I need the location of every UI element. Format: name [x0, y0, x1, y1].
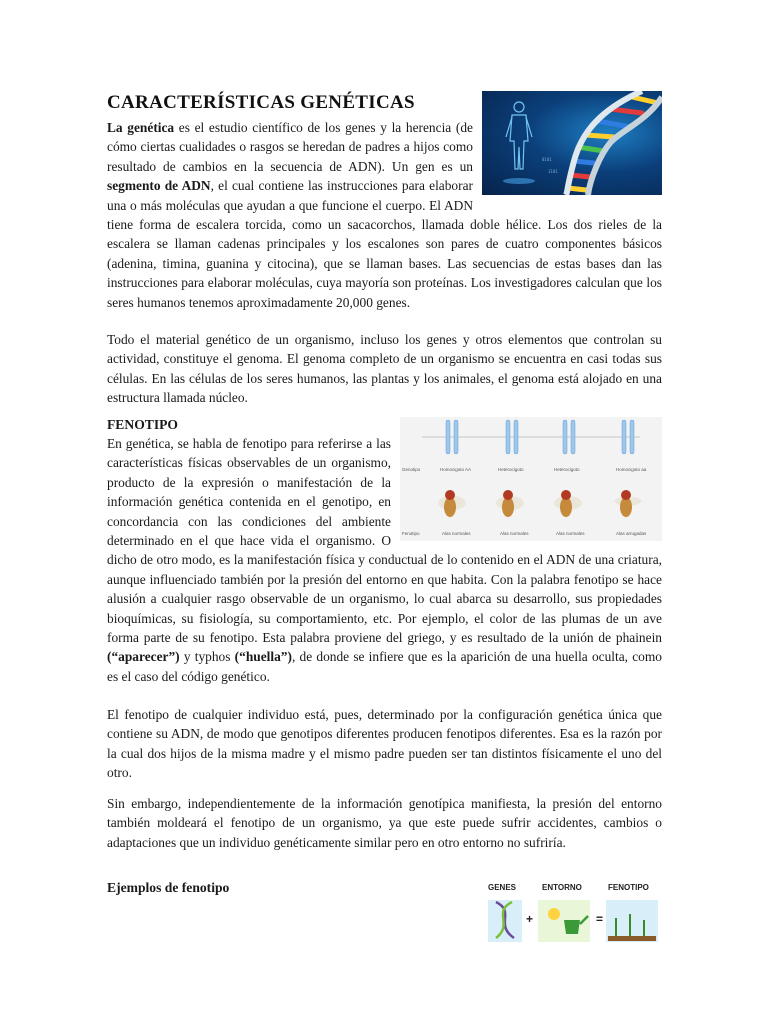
examples-heading: Ejemplos de fenotipo [107, 880, 230, 895]
fenotipo-text-1: En genética, se habla de fenotipo para referirse a las características físicas observables de un organismo, producto de la expresión o manifestación de la información genética contenida en el genotipo, en concordancia con las condiciones del ambiente determinado en el que hace vida el organismo. O dicho de otro modo, es la manifestación física y conductual de lo contenido en el ADN de una criatura, aunque influenciado también por la presión del entorno en que habita. Con la palabra fenotipo se hace alusión a cualquier rasgo observable de un organismo, lo cual abarca su desarrollo, sus propiedades bioquímicas, su fisiología, su comportamiento, etc. Por ejemplo, el color de las plumas de un ave forma parte de su fenotipo. Esta palabra proviene del griego, y es resultado de la unión de phainein [107, 436, 662, 646]
page-title: CARACTERÍSTICAS GENÉTICAS [107, 92, 415, 113]
fenotipo-type-3: Heterocigoto [554, 467, 580, 472]
fenotipo-type-1: Homocigoto AA [440, 467, 472, 472]
fenotipo-label-2: Alas normales [500, 531, 529, 536]
intro-text-1: es el estudio científico de los genes y la herencia (de cómo ciertas cualidades o rasgos se heredan de padres a hijos como resultado de cambios en la secuencia de ADN). Un gen es un [107, 120, 473, 174]
fenotipo-label-4: Alas arrugadas [616, 531, 647, 536]
figure-genes-label: GENES [488, 883, 517, 892]
fenotipo-figure-genotipo-label: Genotipo [402, 467, 421, 472]
fenotipo-paragraph-2: El fenotipo de cualquier individuo está, pues, determinado por la configuración genética única que contiene su ADN, de modo que genotipos diferentes producen fenotipos diferentes. Esa es la razón por la cual dos hijos de la misma madre y el mismo padre pueden ser tan distintos físicamente el uno del otro. [107, 707, 662, 781]
svg-text:1101: 1101 [548, 169, 558, 174]
fenotipo-text-2: y typhos [179, 649, 235, 665]
figure-fenotipo-label: FENOTIPO [608, 883, 649, 892]
fenotipo-figure-fenotipo-label: Fenotipo [402, 531, 420, 536]
genome-paragraph: Todo el material genético de un organismo, incluso los genes y otros elementos que controlan su actividad, constituye el genoma. El genoma completo de un organismo se encuentra en casi todas sus células. En las células de los seres humanos, las plantas y los animales, el genoma está alojado en una estructura llamada núcleo. [107, 332, 662, 406]
fenotipo-label-3: Alas normales [556, 531, 585, 536]
fenotipo-heading: FENOTIPO [107, 417, 178, 432]
image-float-spacer [473, 118, 662, 210]
genes-entorno-fenotipo-figure [484, 880, 662, 946]
fenotipo-paragraph-3: Sin embargo, independientemente de la información genotípica manifiesta, la presión del entorno también moldeará el fenotipo de un organismo, ya que este puede sufrir accidentes, cambios o adaptaciones que un individuo genéticamente similar pero en otro entorno no sufriría. [107, 796, 662, 850]
fenotipo-type-2: Heterocigoto [498, 467, 524, 472]
fenotipo-label-1: Alas normales [442, 531, 471, 536]
figure-float-spacer [391, 434, 662, 544]
fenotipo-paragraph-1 [107, 434, 662, 686]
svg-text:0101: 0101 [542, 157, 552, 162]
fenotipo-text-3: , de donde se infiere que es la aparición de una huella oculta, como es el caso del código genético. [107, 649, 662, 684]
intro-bold-term: segmento de ADN [107, 178, 211, 194]
fenotipo-bold-1: (“aparecer”) [107, 649, 180, 665]
figure-equals-sign: = [596, 912, 604, 926]
intro-lead-term: La genética [107, 120, 175, 135]
fenotipo-bold-2: (“huella”) [234, 649, 292, 665]
intro-paragraph-top [107, 118, 662, 312]
intro-text-2: , el cual contiene las instrucciones para elaborar una o más moléculas que ayudan a que funcione el cuerpo. El ADN tiene forma de escalera torcida, como un sacacorchos, llamada doble hélice. Los dos rieles de la escalera se llaman cadenas principales y los escalones son pares de cuatro componentes básicos (adenina, timina, guanina y citocina), que se llaman bases. Las secuencias de estas bases dan las instrucciones para elaborar moléculas, cuya mayoría son proteínas. Los investigadores calculan que los seres humanos tenemos aproximadamente 20,000 genes. [107, 178, 662, 310]
figure-entorno-label: ENTORNO [542, 883, 582, 892]
fenotipo-type-4: Homocigoto aa [616, 467, 647, 472]
fenotipo-box [606, 900, 658, 942]
figure-plus-sign: + [526, 912, 534, 926]
